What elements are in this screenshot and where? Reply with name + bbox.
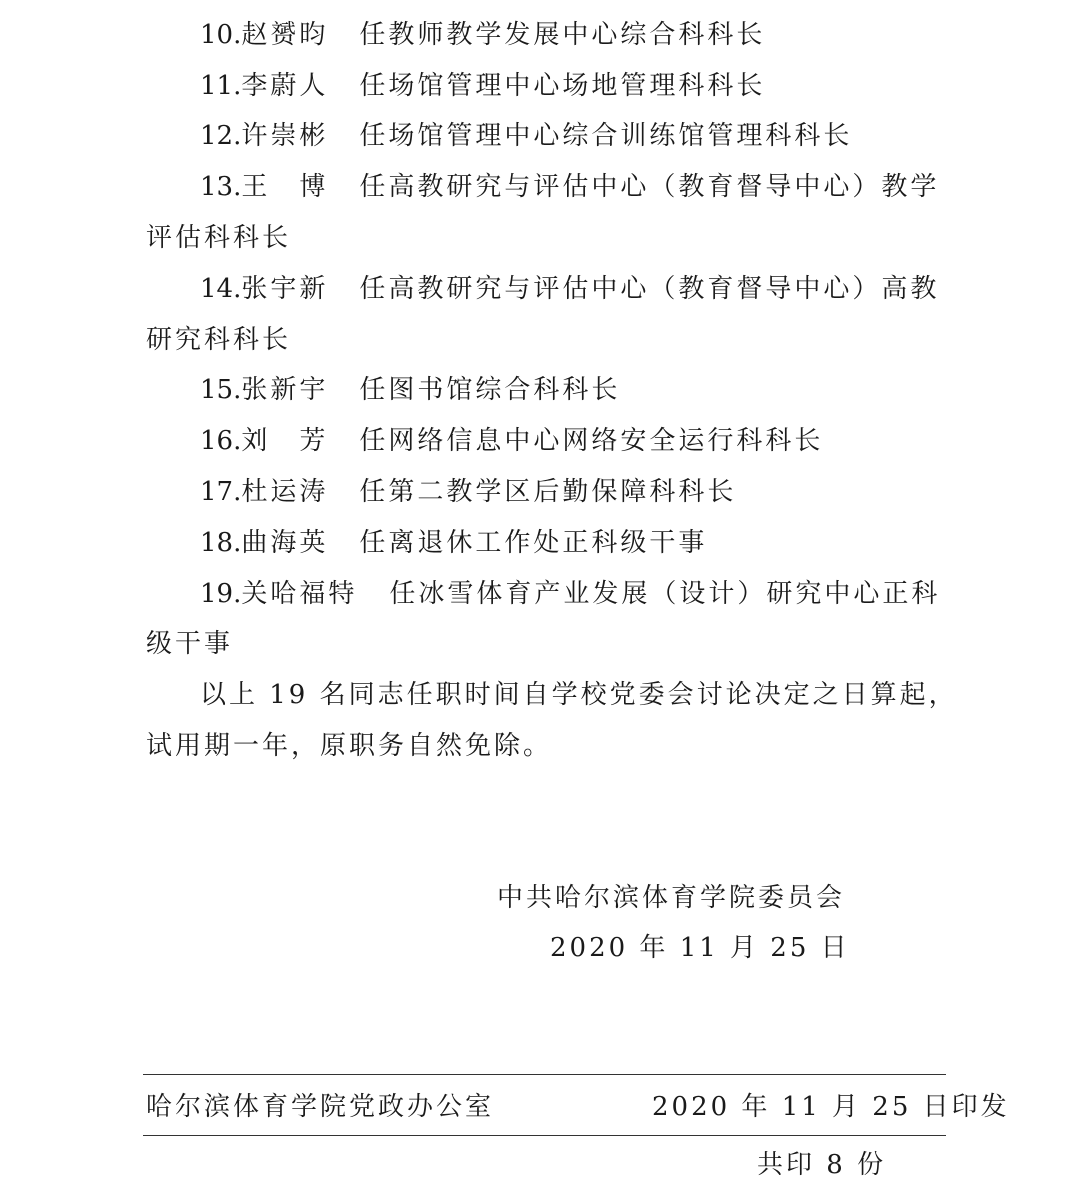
item-number: 15. <box>200 375 242 405</box>
item-number: 16. <box>200 426 242 456</box>
post-text: 任高教研究与评估中心（教育督导中心）教学 <box>359 172 940 202</box>
appointment-item <box>200 20 765 50</box>
signature-organization: 中共哈尔滨体育学院委员会 <box>497 883 846 913</box>
closing-line-1: 以上 19 名同志任职时间自学校党委会讨论决定之日算起， <box>200 680 958 710</box>
issue-date: 2020 年 11 月 25 日印发 <box>652 1092 1010 1122</box>
person-name: 曲海英 <box>241 528 329 558</box>
post-continuation: 级干事 <box>146 629 234 659</box>
appointment-item <box>200 477 736 507</box>
appointment-item <box>200 71 765 101</box>
closing-line-2: 试用期一年，原职务自然免除。 <box>146 731 553 761</box>
appointment-item <box>200 426 823 456</box>
item-number: 10. <box>200 20 242 50</box>
person-name: 刘 芳 <box>241 426 329 456</box>
appointment-item <box>200 579 940 609</box>
post-text: 任冰雪体育产业发展（设计）研究中心正科 <box>389 579 941 609</box>
post-text: 任第二教学区后勤保障科科长 <box>359 477 737 507</box>
footer-bottom-rule <box>143 1135 946 1136</box>
item-number: 11. <box>200 71 242 101</box>
person-name: 张宇新 <box>241 274 329 304</box>
item-number: 18. <box>200 528 242 558</box>
person-name: 王 博 <box>241 172 329 202</box>
appointment-item <box>200 121 852 151</box>
item-number: 12. <box>200 121 242 151</box>
item-number: 19. <box>200 579 242 609</box>
post-text: 任场馆管理中心综合训练馆管理科科长 <box>359 121 853 151</box>
post-text: 任教师教学发展中心综合科科长 <box>359 20 766 50</box>
post-text: 任离退休工作处正科级干事 <box>359 528 708 558</box>
person-name: 关哈福特 <box>241 579 358 609</box>
print-copies: 共印 8 份 <box>757 1150 887 1180</box>
appointment-item <box>200 528 707 558</box>
item-number: 14. <box>200 274 242 304</box>
issuer-office: 哈尔滨体育学院党政办公室 <box>146 1092 495 1122</box>
post-text: 任网络信息中心网络安全运行科科长 <box>359 426 824 456</box>
post-text: 任场馆管理中心场地管理科科长 <box>359 71 766 101</box>
person-name: 李蔚人 <box>241 71 329 101</box>
person-name: 许崇彬 <box>241 121 329 151</box>
appointment-item <box>200 375 620 405</box>
person-name: 杜运涛 <box>241 477 329 507</box>
appointment-item <box>200 274 939 304</box>
post-text: 任高教研究与评估中心（教育督导中心）高教 <box>359 274 940 304</box>
post-text: 任图书馆综合科科长 <box>359 375 621 405</box>
item-number: 17. <box>200 477 242 507</box>
signature-date: 2020 年 11 月 25 日 <box>550 933 850 963</box>
post-continuation: 研究科科长 <box>146 325 292 355</box>
person-name: 张新宇 <box>241 375 329 405</box>
appointment-item <box>200 172 939 202</box>
footer-top-rule <box>143 1074 946 1075</box>
person-name: 赵赟昀 <box>241 20 329 50</box>
item-number: 13. <box>200 172 242 202</box>
post-continuation: 评估科科长 <box>146 223 292 253</box>
